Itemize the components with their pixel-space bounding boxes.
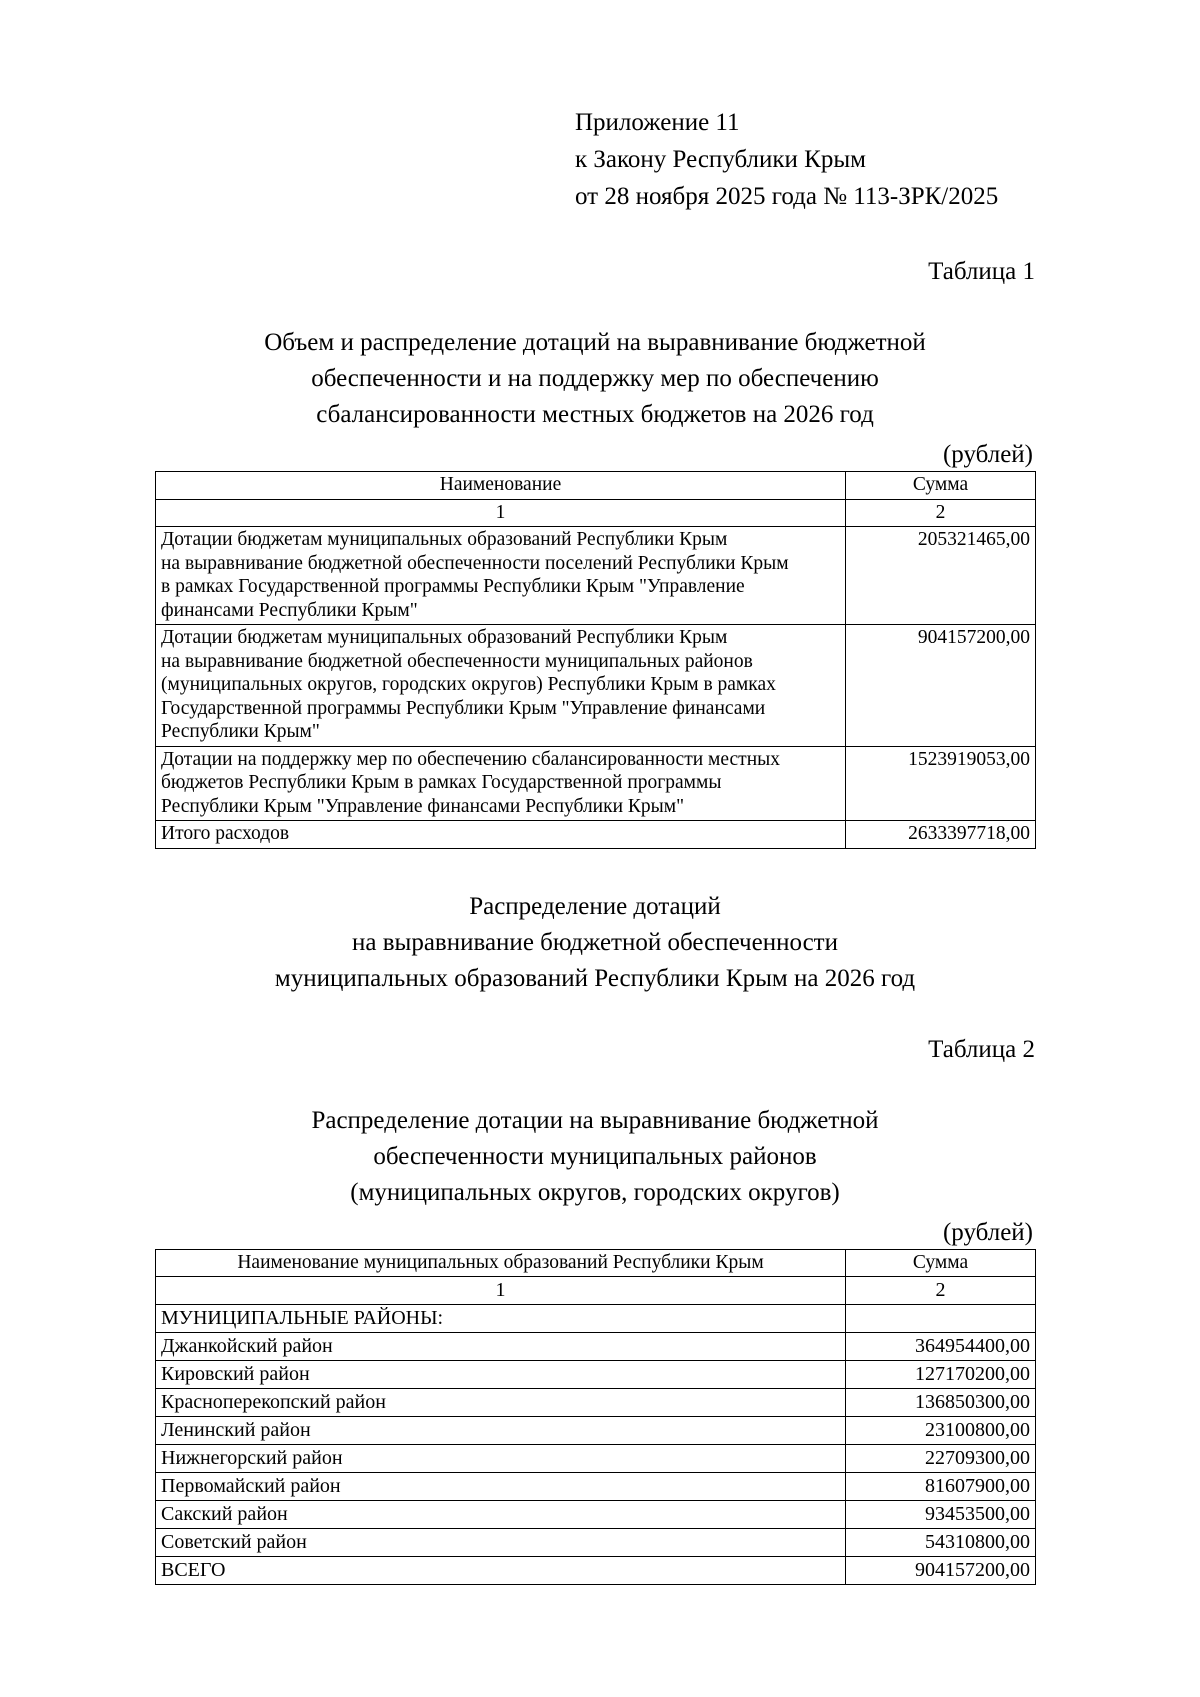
table2-row-3-name: Ленинский район [156,1417,846,1445]
table2-column-number-row [156,1277,1036,1305]
table-row [156,625,1036,747]
table1-header-sum: Сумма [846,472,1036,500]
section2-title [155,889,1035,997]
table2-colnum-2: 2 [846,1277,1036,1305]
table1-header-name: Наименование [156,472,846,500]
table-row [156,1417,1036,1445]
table1-total-label: Итого расходов [156,821,846,849]
law-reference-line: к Закону Республики Крым [575,146,866,173]
section2-title-line-2: на выравнивание бюджетной обеспеченности [352,928,838,956]
table1-title-line-2: обеспеченности и на поддержку мер по обеспечению [311,365,879,392]
table2-title-line-1: Распределение дотации на выравнивание бюджетной [311,1106,879,1134]
table-row [156,1333,1036,1361]
table2-colnum-1: 1 [156,1277,846,1305]
table1-row-2-name: Дотации на поддержку мер по обеспечению сбалансированности местных бюджетов Республики Крым в рамках Государственной программы Республики Крым "Управление финансами Республики Крым" [156,746,846,821]
document-content [155,0,1035,1585]
table2-header-sum: Сумма [846,1249,1036,1277]
table2-row-5-name: Первомайский район [156,1473,846,1501]
table-row [156,1501,1036,1529]
law-date-number-line: от 28 ноября 2025 года № 113-ЗРК/2025 [575,183,999,210]
table1-row-1-name: Дотации бюджетам муниципальных образований Республики Крым на выравнивание бюджетной обеспеченности муниципальных районов (муниципальных округов, городских округов) Республики Крым в рамках Государственной программы Республики Крым "Управление финансами Республики Крым" [156,625,846,747]
table2-total-sum: 904157200,00 [846,1557,1036,1585]
table2-row-2-name: Красноперекопский район [156,1389,846,1417]
table2-row-0-name: Джанкойский район [156,1333,846,1361]
table2-header-row [156,1249,1036,1277]
table1-units: (рублей) [942,441,1033,468]
table1 [155,471,1036,849]
table2-row-0-sum: 364954400,00 [846,1333,1036,1361]
table2-title-line-3: (муниципальных округов, городских округов) [350,1178,840,1206]
table2-row-5-sum: 81607900,00 [846,1473,1036,1501]
table1-caption: Таблица 1 [928,258,1035,285]
table-row [156,1473,1036,1501]
section2-title-line-3: муниципальных образований Республики Крым на 2026 год [274,964,916,992]
table1-total-row [156,821,1036,849]
table2-group-label: МУНИЦИПАЛЬНЫЕ РАЙОНЫ: [156,1305,846,1333]
table-row [156,527,1036,625]
table-row [156,1361,1036,1389]
table2-group-sum [846,1305,1036,1333]
table1-title-line-1: Объем и распределение дотаций на выравнивание бюджетной [264,329,926,356]
table1-row-2-sum: 1523919053,00 [846,746,1036,821]
section2-title-line-1: Распределение дотаций [469,892,721,920]
table2 [155,1249,1036,1586]
table1-colnum-2: 2 [846,499,1036,527]
table2-row-7-sum: 54310800,00 [846,1529,1036,1557]
appendix-number: Приложение 11 [575,109,740,136]
table1-row-1-sum: 904157200,00 [846,625,1036,747]
table-row [156,1445,1036,1473]
document-header [155,104,1035,215]
table2-row-2-sum: 136850300,00 [846,1389,1036,1417]
table2-row-1-name: Кировский район [156,1361,846,1389]
table2-header-name: Наименование муниципальных образований Республики Крым [156,1249,846,1277]
table2-body [156,1305,1036,1585]
table1-row-0-sum: 205321465,00 [846,527,1036,625]
table2-title-line-2: обеспеченности муниципальных районов [373,1142,817,1170]
table2-group-row [156,1305,1036,1333]
table-row [156,1529,1036,1557]
table2-row-4-name: Нижнегорский район [156,1445,846,1473]
table2-total-row [156,1557,1036,1585]
table2-row-6-sum: 93453500,00 [846,1501,1036,1529]
table1-title [155,325,1035,433]
table2-row-6-name: Сакский район [156,1501,846,1529]
table2-title [155,1103,1035,1211]
table2-row-7-name: Советский район [156,1529,846,1557]
table-row [156,1389,1036,1417]
table1-column-number-row [156,499,1036,527]
table1-header-row [156,472,1036,500]
table1-body [156,527,1036,849]
table2-row-3-sum: 23100800,00 [846,1417,1036,1445]
table2-total-label: ВСЕГО [156,1557,846,1585]
table1-colnum-1: 1 [156,499,846,527]
table1-row-0-name: Дотации бюджетам муниципальных образований Республики Крым на выравнивание бюджетной обеспеченности поселений Республики Крым в рамках Государственной программы Республики Крым "Управление финансами Республики Крым" [156,527,846,625]
table1-total-sum: 2633397718,00 [846,821,1036,849]
table-row [156,746,1036,821]
table2-caption: Таблица 2 [928,1035,1035,1063]
table1-title-line-3: сбалансированности местных бюджетов на 2026 год [316,401,874,428]
table2-units: (рублей) [942,1218,1033,1246]
table2-row-4-sum: 22709300,00 [846,1445,1036,1473]
table2-row-1-sum: 127170200,00 [846,1361,1036,1389]
